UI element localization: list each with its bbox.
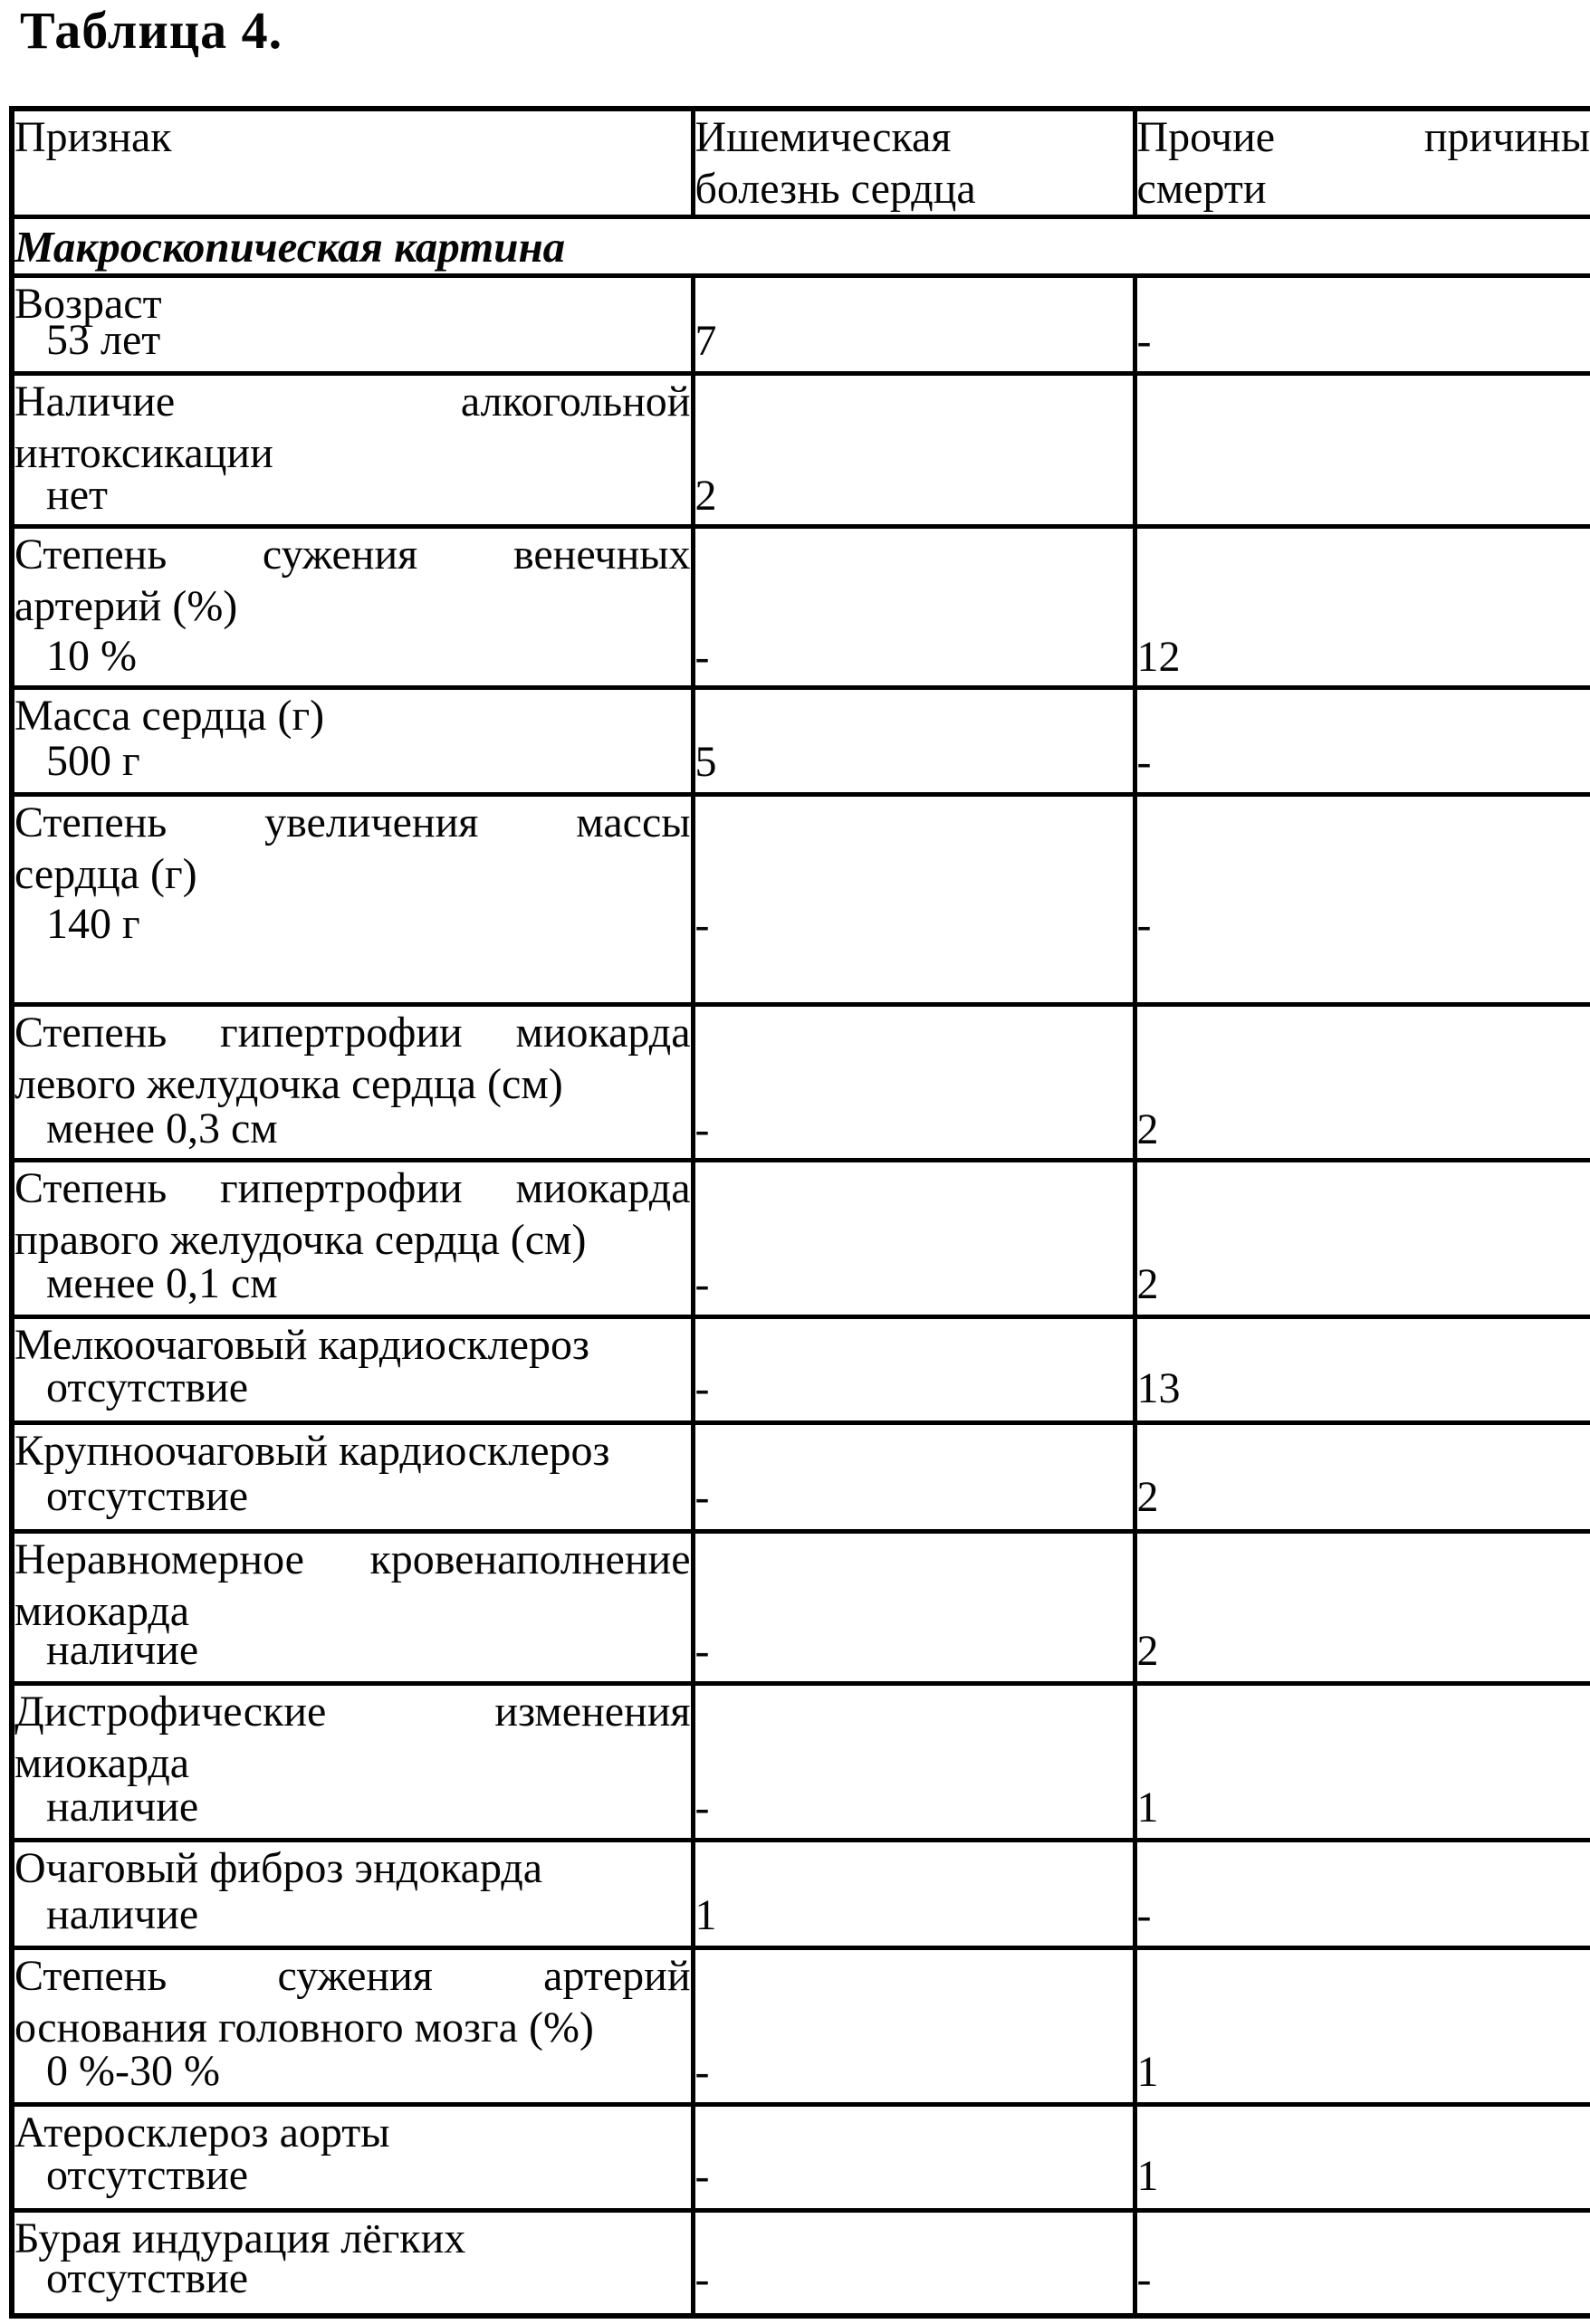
feature-line: Степень гипертрофии миокарда [14,1164,691,1212]
feature-line: Бурая индурация лёгких [14,2214,466,2262]
feature-qualifier: 53 лет [46,316,161,364]
cell-value: 1 [1136,2048,1159,2096]
other-causes-value-cell [1135,1532,1590,1684]
cell-value: 2 [1136,1105,1159,1153]
cell-value: - [1136,738,1152,786]
feature-cell [12,1684,693,1841]
cell-value: - [694,2254,710,2303]
feature-cell [12,795,693,1005]
cell-value: - [1136,1891,1152,1939]
header-label: Признак [14,113,172,161]
cell-value: 2 [1136,1260,1159,1308]
cell-value: 2 [694,472,717,520]
table-row [12,1005,1590,1161]
header-label: Ишемическая [694,113,952,161]
other-causes-value-cell [1135,374,1590,527]
table-row [12,1423,1590,1532]
feature-qualifier: менее 0,1 см [46,1259,278,1307]
other-causes-value-cell [1135,1684,1590,1841]
other-causes-value-cell [1135,1005,1590,1161]
feature-line: артерий (%) [14,582,238,630]
cell-value: - [1136,901,1152,949]
feature-line: Очаговый фиброз эндокарда [14,1844,543,1892]
other-causes-value-cell [1135,1948,1590,2105]
feature-line: Масса сердца (г) [14,692,325,740]
feature-qualifier: наличие [46,1626,199,1674]
cell-value: 1 [1136,1784,1159,1831]
cell-value: 13 [1136,1364,1181,1412]
feature-cell [12,688,693,795]
feature-qualifier: 140 г [46,900,140,948]
feature-line: миокарда [14,1587,190,1635]
other-causes-value-cell [1135,1423,1590,1532]
feature-cell [12,2211,693,2316]
header-label: смерти [1136,165,1267,213]
feature-qualifier: 0 %-30 % [46,2047,220,2095]
header-cell-other-causes [1135,109,1590,217]
table-row [12,1684,1590,1841]
other-causes-value-cell [1135,1161,1590,1317]
feature-cell [12,527,693,688]
feature-qualifier: наличие [46,1890,199,1938]
header-label: болезнь сердца [694,165,976,213]
table-row [12,2211,1590,2316]
section-row-macroscopic [12,217,1590,276]
feature-qualifier: нет [46,471,108,519]
cell-value: 2 [1136,1473,1159,1521]
ihd-value-cell [693,527,1135,688]
cell-value: - [1136,2254,1152,2303]
feature-cell [12,1948,693,2105]
feature-cell [12,2105,693,2211]
feature-qualifier: 500 г [46,737,140,785]
cell-value: - [694,1784,710,1831]
feature-line: Степень сужения артерий [14,1952,691,2000]
table-title: Таблица 4. [20,1,283,60]
table-body [12,109,1590,2316]
other-causes-value-cell [1135,527,1590,688]
ihd-value-cell [693,1161,1135,1317]
table-4 [9,106,1590,2319]
table-row [12,2105,1590,2211]
feature-line: Наличие алкогольной [14,378,691,426]
table-row [12,1161,1590,1317]
cell-value: - [694,2152,710,2200]
feature-line: Мелкоочаговый кардиосклероз [14,1321,589,1369]
feature-line: миокарда [14,1739,190,1787]
table-row [12,1317,1590,1423]
cell-value: - [694,2048,710,2096]
table-row [12,276,1590,374]
ihd-value-cell [693,688,1135,795]
feature-line: интоксикации [14,429,273,477]
feature-cell [12,1532,693,1684]
header-label: Прочие причины [1136,113,1590,161]
feature-cell [12,1317,693,1423]
ihd-value-cell [693,1684,1135,1841]
feature-line: Неравномерное кровенаполнение [14,1535,691,1583]
section-title: Макроскопическая картина [14,221,566,272]
ihd-value-cell [693,276,1135,374]
cell-value: - [694,1627,710,1675]
feature-cell [12,276,693,374]
ihd-value-cell [693,1005,1135,1161]
cell-value: 1 [1136,2152,1159,2200]
feature-cell [12,1841,693,1948]
cell-value: - [694,1260,710,1308]
table-row [12,1841,1590,1948]
feature-qualifier: менее 0,3 см [46,1105,278,1152]
feature-cell [12,374,693,527]
feature-line: Крупноочаговый кардиосклероз [14,1427,610,1475]
other-causes-value-cell [1135,1317,1590,1423]
cell-value: - [694,633,710,681]
feature-qualifier: наличие [46,1783,199,1831]
feature-line: правого желудочка сердца (см) [14,1216,587,1264]
ihd-value-cell [693,2211,1135,2316]
feature-line: Возраст [14,280,162,328]
cell-value: 5 [694,738,717,786]
other-causes-value-cell [1135,795,1590,1005]
header-row [12,109,1590,217]
cell-value: - [694,1105,710,1153]
header-cell-ihd [693,109,1135,217]
table-row [12,374,1590,527]
ihd-value-cell [693,374,1135,527]
ihd-value-cell [693,2105,1135,2211]
ihd-value-cell [693,1423,1135,1532]
cell-value: - [694,1473,710,1521]
table-row [12,1948,1590,2105]
other-causes-value-cell [1135,1841,1590,1948]
feature-cell [12,1161,693,1317]
table-row [12,527,1590,688]
ihd-value-cell [693,1841,1135,1948]
cell-value: - [694,901,710,949]
feature-line: Степень увеличения массы [14,799,691,846]
ihd-value-cell [693,1317,1135,1423]
other-causes-value-cell [1135,276,1590,374]
cell-value: - [694,1364,710,1412]
feature-line: Степень гипертрофии миокарда [14,1009,691,1057]
table-row [12,1532,1590,1684]
feature-qualifier: отсутствие [46,1363,249,1411]
table-row [12,795,1590,1005]
other-causes-value-cell [1135,2211,1590,2316]
other-causes-value-cell [1135,688,1590,795]
feature-qualifier: 10 % [46,632,137,680]
section-title-cell [12,217,1590,276]
feature-line: основания головного мозга (%) [14,2004,594,2051]
feature-line: Дистрофические изменения [14,1688,691,1736]
feature-line: сердца (г) [14,850,197,898]
feature-line: левого желудочка сердца (см) [14,1060,563,1108]
cell-value: 7 [694,317,717,365]
feature-cell [12,1005,693,1161]
cell-value: 2 [1136,1627,1159,1675]
ihd-value-cell [693,795,1135,1005]
feature-qualifier: отсутствие [46,1472,249,1520]
cell-value: - [1136,317,1152,365]
feature-cell [12,1423,693,1532]
ihd-value-cell [693,1532,1135,1684]
other-causes-value-cell [1135,2105,1590,2211]
cell-value: 12 [1136,633,1181,681]
feature-line: Степень сужения венечных [14,531,691,579]
header-cell-feature [12,109,693,217]
table-row [12,688,1590,795]
cell-value: 1 [694,1891,717,1939]
feature-line: Атеросклероз аорты [14,2109,390,2157]
feature-qualifier: отсутствие [46,2151,249,2199]
ihd-value-cell [693,1948,1135,2105]
feature-qualifier: отсутствие [46,2253,249,2302]
